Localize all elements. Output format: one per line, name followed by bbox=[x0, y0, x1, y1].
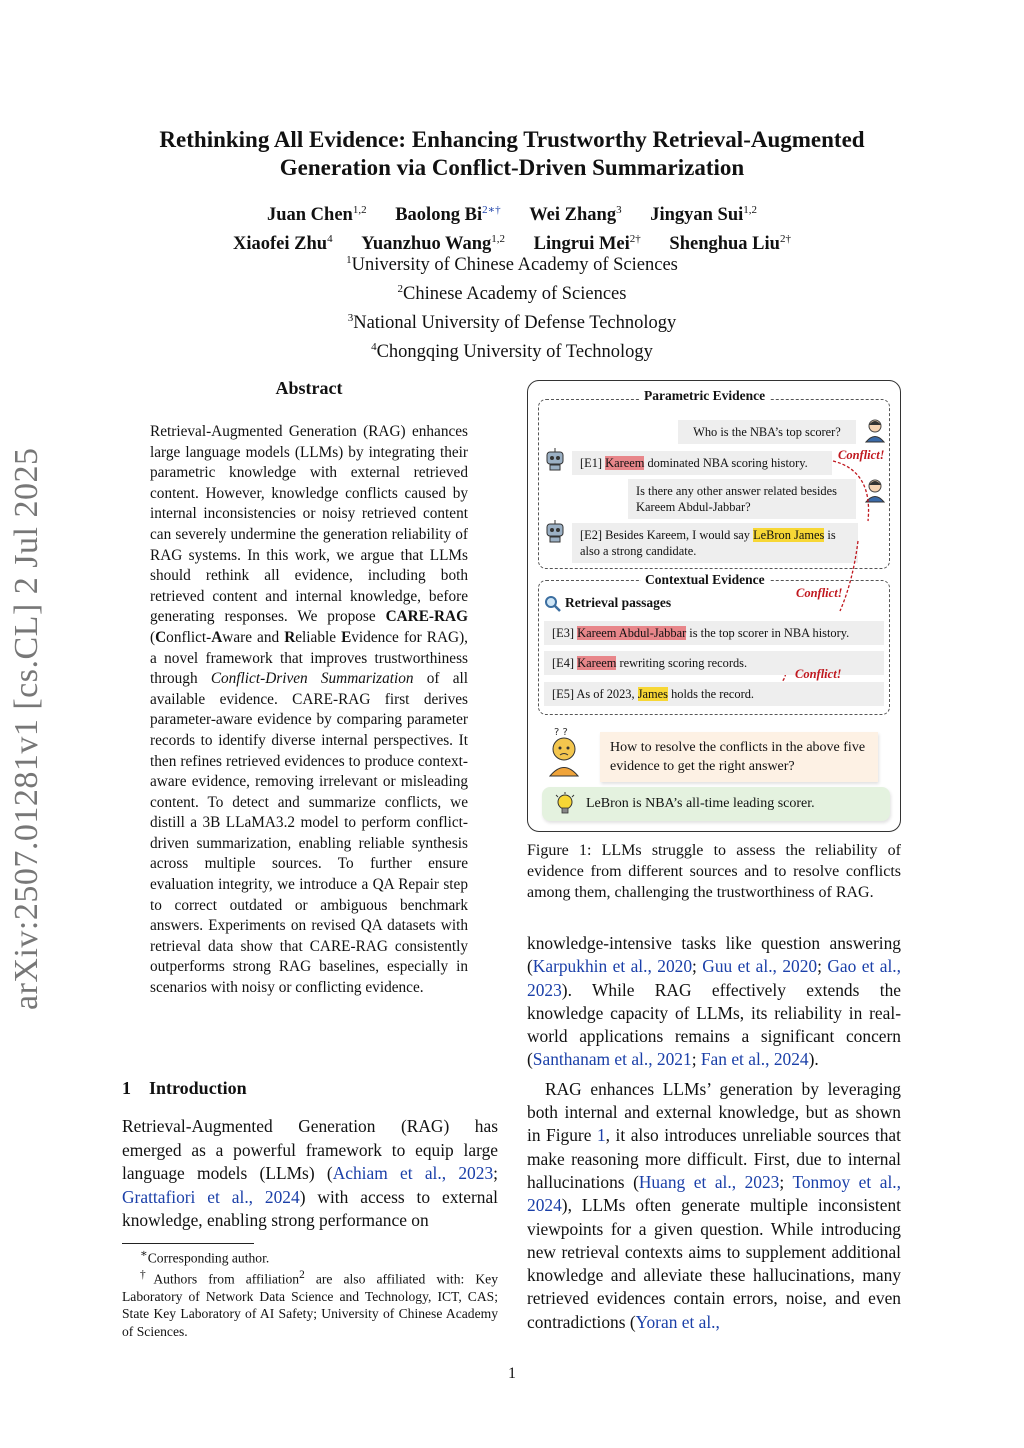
resolve-question: How to resolve the conflicts in the above five evidence to get the right answer? bbox=[600, 732, 878, 782]
user-question-2: Is there any other answer related besides Kareem Abdul-Jabbar? bbox=[628, 479, 856, 519]
evidence-e2: [E2] Besides Kareem, I would say LeBron James is also a strong candidate. bbox=[572, 523, 858, 563]
figure-1 bbox=[527, 380, 901, 832]
intro-paragraph-left: Retrieval-Augmented Generation (RAG) has emerged as a powerful framework to equip large language models (LLMs) (Achiam et al., 2023; Grattafiori et al., 2024) with access to external knowledge, enabling strong performance on bbox=[122, 1116, 498, 1230]
contextual-evidence-label: Contextual Evidence bbox=[641, 572, 769, 588]
footnote-rule bbox=[122, 1243, 254, 1244]
author: Wei Zhang$^3$ bbox=[529, 204, 622, 226]
affiliation: $^2$Chinese Academy of Sciences bbox=[397, 283, 627, 305]
conflict-label-3: Conflict! bbox=[795, 667, 842, 681]
section-title: Introduction bbox=[149, 1078, 247, 1098]
author: Baolong $Bi^{2∗\dagger}$ bbox=[395, 204, 501, 226]
author: Shenghua Liu$^{2\dagger}$ bbox=[669, 233, 791, 255]
author: Lingrui Mei$^{2\dagger}$ bbox=[533, 233, 641, 255]
user-question-1: Who is the NBA’s top scorer? bbox=[678, 420, 856, 444]
page-number: 1 bbox=[508, 1365, 516, 1382]
answer-text: LeBron is NBA’s all-time leading scorer. bbox=[586, 796, 815, 811]
author-row-1 bbox=[0, 198, 1024, 227]
author: Yuanzhuo Wang$^{1,2}$ bbox=[361, 233, 506, 255]
final-answer bbox=[542, 787, 890, 821]
evidence-e4: [E4] Kareem rewriting scoring records. bbox=[544, 651, 884, 675]
author: Xiaofei Zhu$^4$ bbox=[233, 233, 333, 255]
author: Juan Chen$^{1,2}$ bbox=[266, 204, 367, 226]
footnotes bbox=[122, 1246, 498, 1340]
affiliation: $^3$National University of Defense Technology bbox=[347, 312, 677, 334]
retrieval-passages-label: Retrieval passages bbox=[565, 595, 672, 610]
paper-title bbox=[0, 126, 1024, 182]
evidence-e1: [E1] Kareem dominated NBA scoring history. bbox=[572, 451, 832, 475]
evidence-e5: [E5] As of 2023, James holds the record. bbox=[544, 682, 884, 706]
confused-person-icon bbox=[542, 725, 588, 782]
intro-paragraph: knowledge-intensive tasks like question answering (Karpukhin et al., 2020; Guu et al., 2020; Gao et al., 2023). While RAG effectively extends the knowledge capacity of LLMs, its reliability in real-world applications remains a significant concern (Santhanam et al., 2021; Fan et al., 2024). bbox=[527, 933, 901, 1070]
parametric-evidence-label: Parametric Evidence bbox=[640, 388, 769, 404]
lightbulb-icon bbox=[554, 792, 576, 823]
abstract-heading: Abstract bbox=[275, 378, 343, 398]
section-number: 1 bbox=[122, 1078, 131, 1098]
conflict-label-1: Conflict! bbox=[838, 448, 885, 462]
svg-text:? ?: ? ? bbox=[554, 727, 568, 738]
affiliation: $^4$Chongqing University of Technology bbox=[371, 341, 653, 363]
intro-paragraph: RAG enhances LLMs’ generation by leveraging both internal and external knowledge, but as shown in Figure 1, it also introduces unreliable sources that make reasoning more difficult. First, due to internal hallucinations (Huang et al., 2023; Tonmoy et al., 2024), LLMs often generate multiple inconsistent viewpoints for a given question. While introducing new retrieval contexts aims to supplement additional knowledge and alleviate these hallucinations, many retrieved evidences contain errors, noise, and even contradictions (Yoran et al., bbox=[527, 1078, 901, 1332]
intro-right-column bbox=[527, 932, 901, 1340]
affiliations bbox=[0, 248, 1024, 365]
section-heading-introduction bbox=[122, 1078, 247, 1099]
title-line-1: Rethinking All Evidence: Enhancing Trustworthy Retrieval-Augmented bbox=[159, 127, 865, 152]
title-line-2: Generation via Conflict-Driven Summarization bbox=[279, 155, 745, 180]
footnote: ∗Corresponding author. bbox=[140, 1248, 270, 1266]
conflict-label-2: Conflict! bbox=[796, 586, 843, 600]
affiliation: $^1$University of Chinese Academy of Sciences bbox=[346, 254, 678, 276]
abstract-body: Retrieval-Augmented Generation (RAG) enhances large language models (LLMs) by integrating their parametric knowledge with external retrieved content. However, knowledge conflicts caused by internal inconsistencies or noisy retrieved content can severely undermine the generation reliability of RAG systems. In this work, we argue that LLMs should rethink all evidence, including both retrieved content and internal knowledge, before generating responses. We propose CARE-RAG (Conflict-Aware and Reliable Evidence for RAG), a novel framework that improves trustworthiness through Conflict-Driven Summarization of all available evidence. CARE-RAG first derives parameter-aware evidence by comparing parameter records to identify diverse internal perspectives. It then refines retrieved evidences to produce context-aware evidence, removing irrelevant or misleading content. To detect and summarize conflicts, we distill a 3B LLaMA3.2 model to perform conflict-driven summarization, enabling reliable synthesis across multiple sources. To further ensure evaluation integrity, we introduce a QA Repair step to correct outdated or ambiguous benchmark answers. Experiments on revised QA datasets with retrieval data show that CARE-RAG consistently outperforms strong RAG baselines, especially in scenarios with noisy or conflicting evidence. bbox=[150, 423, 469, 997]
figure-caption: Figure 1: LLMs struggle to assess the reliability of evidence from different sources and to resolve conflicts among them, challenging the trustworthiness of RAG. bbox=[527, 842, 901, 901]
magnifier-icon bbox=[544, 595, 562, 618]
author: Jingyan Sui$^{1,2}$ bbox=[650, 204, 758, 226]
arxiv-watermark: arXiv:2507.01281v1 [cs.CL] 2 Jul 2025 bbox=[8, 447, 45, 1010]
footnote: †Authors from affiliation$^2$ are also affiliated with: Key Laboratory of Network Data Science and Technology, ICT, CAS; State Key Laboratory of AI Safety; University of Chinese Academy of Sciences. bbox=[122, 1268, 498, 1339]
evidence-e3: [E3] Kareem Abdul-Jabbar is the top scorer in NBA history. bbox=[544, 621, 884, 645]
